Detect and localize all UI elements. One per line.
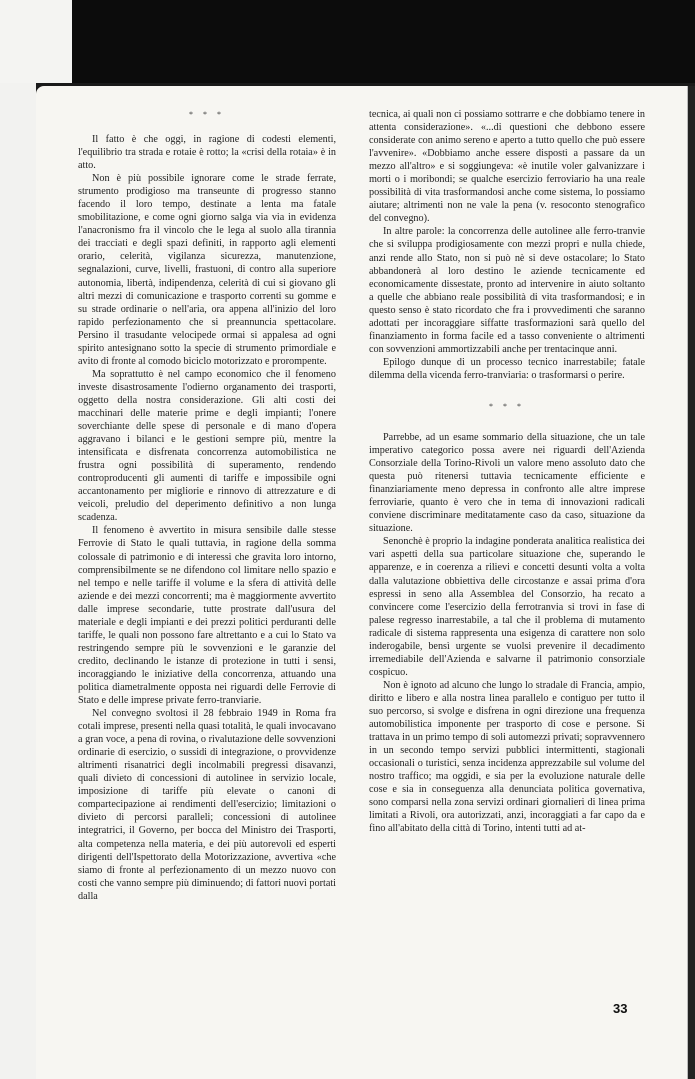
scan-background-top-left xyxy=(0,0,72,83)
scan-background-right xyxy=(688,86,695,1079)
section-separator: * * * xyxy=(189,110,225,119)
paragraph: Nel convegno svoltosi il 28 febbraio 1949 in Roma fra cotali imprese, presenti nella quasi totalità, le quali invocavano a gran voce, a pena di rovina, o rivalutazione delle sovvenzioni ordinarie di esercizio, o sussidi di integrazione, o provvidenze altrimenti risanatrici degli incolmabili pregressi disavanzi, quali divieto di concessioni di autolinee in servizio locale, imposizione di tariffe più elevate o canoni di compartecipazione ai rendimenti dell'esercizio; limitazioni o divieto di percorsi paralleli; concessioni di autolinee integratrici, il Governo, per bocca del Ministro dei Trasporti, alta competenza nella materia, e dei più autorevoli ed esperti dirigenti dell'Ispettorato della Motorizzazione, avvertiva «che siamo di fronte al perfezionamento di un mezzo nuovo con costi che vanno sempre più diminuendo; di fattori nuovi portati dalla xyxy=(78,708,336,902)
left-column xyxy=(78,108,336,903)
paragraph: Non è più possibile ignorare come le strade ferrate, strumento prodigioso ma transeunte di progresso stanno facendo il loro tempo, destinate a lenta ma fatale smobilitazione, e come ogni giorno salga via via in evidenza l'anacronismo fra il vincolo che le lega al suolo alla tirannia dei tracciati e degli spazi definiti, in rapporto agli elementi orario, celerità, vigilanza sicurezza, manutenzione, segnalazioni, curve, livelli, frastuoni, di contro alla superiore autonomia, libertà, indipendenza, celerità di cui si giovano gli altri mezzi di comunicazione e trasporto correnti su gomme e su strade ordinarie o nell'aria, ora appena all'inizio del loro rapido perfezionamento che si preannuncia spettacolare. Persino il trasudante velocipede ormai si appalesa ad ogni spirito antesignano sotto la specie di strumento primordiale e avito di fronte al comodo biciclo motorizzato e prorompente. xyxy=(78,173,336,367)
section-separator: * * * xyxy=(489,401,525,411)
paragraph: Il fenomeno è avvertito in misura sensibile dalle stesse Ferrovie di Stato le quali tuttavia, in ragione della somma colossale di patrimonio e di interessi che gravita loro intorno, comprensibilmente se ne difendono col limitare nello spazio e nel tempo e nelle tariffe il volume e la sfera di attività delle aziende e dei mezzi concorrenti; ma è maggiormente avvertito dalle imprese secondarie, tutte prostrate dall'usura del materiale e degli impianti e dei prezzi politici perduranti delle tariffe, le quali non possono fare altrettanto e a cui lo Stato va restringendo sempre più le sovvenzioni e le garanzie del credito, declinando le istanze di protezione in tutti i sensi, incoraggiando le iniziative della concorrenza, attuando una politica diametralmente opposta nei riguardi delle Ferrovie di Stato e delle imprese private ferro-tranviarie. xyxy=(78,525,336,707)
page-number: 33 xyxy=(613,1001,628,1016)
paragraph: Non è ignoto ad alcuno che lungo lo stradale di Francia, ampio, diritto e libero e alla nostra linea parallelo e contiguo per tutto il suo percorso, si svolge e disfrena in ogni direzione una frequenza automobilistica imponente per trasporto di cose e persone. Si trattava in un primo tempo di soli automezzi privati; sopravvennero in un secondo tempo servizi pubblici intermittenti, stagionali occasionali o turistici, senza incidenza apprezzabile sul volume del nostro traffico; ma oggidì, e sia per la evoluzione naturale delle cose e sia in conseguenza alla denunciata politica governativa, sono comparsi nella zona servizi ordinari giornalieri di linea prima limitati a Rivoli, ora autorizzati, anzi, incoraggiati a far capo da e fino all'abitato della città di Torino, intenti tutti ad at- xyxy=(369,679,645,835)
paragraph: Senonchè è proprio la indagine ponderata analitica realistica dei vari aspetti della sua particolare situazione che, superando le apparenze, e in coerenza a rilievi e concetti desunti volta a volta dalla valutazione obbiettiva delle circostanze e assai prima d'ora espressi in seno alla Assemblea del Consorzio, ha recato a convincere come l'esercizio della ferrotranvia si trovi in fase di palese regresso inarrestabile, a tal che il problema di mutamento radicale di sistema rappresenta una esigenza di carattere non solo inderogabile, bensì urgente se vuolsi prevenire il decadimento irremediabile dell'Azienda e salvarne il patrimonio consorziale cospicuo. xyxy=(369,536,645,678)
document-page xyxy=(36,86,688,1079)
paragraph: Il fatto è che oggi, in ragione di codesti elementi, l'equilibrio tra strada e rotaie è rotto; la «crisi della rotaia» è in atto. xyxy=(78,134,336,172)
scan-background-left xyxy=(0,83,36,1079)
paragraph: Parrebbe, ad un esame sommario della situazione, che un tale imperativo categorico possa avere nei riguardi dell'Azienda Consorziale della Torino-Rivoli un valore meno assoluto dato che questa può ritenersi tuttavia tecnicamente efficiente e finanziariamente meno depressa in confronto alle altre imprese ferroviarie, quanto è vero che in tema di innovazioni radicali conviene discriminare meditatamente caso da caso, situazione da situazione. xyxy=(369,431,645,535)
scan-background-top xyxy=(72,0,695,83)
paragraph: Epilogo dunque di un processo tecnico inarrestabile; fatale dilemma della vicenda ferro-tranviaria: o trasformarsi o perire. xyxy=(369,356,645,381)
right-column xyxy=(369,108,645,835)
paragraph: tecnica, ai quali non ci possiamo sottrarre e che dobbiamo tenere in attenta considerazione». «...di questioni che debbono essere considerate con animo sereno e aperto a tutto quello che può essere l'avvenire». «Dobbiamo anche essere disposti a passare da un mezzo all'altro» e si soggiungeva: «è inutile voler galvanizzare i morti o i moribondi; se qualche esercizio ferroviario ha una reale possibilità di vita trasformandosi anche come sistema, lo possiamo aiutare; altrimenti non ne vale la pena (v. resoconto stenografico del convegno). xyxy=(369,109,645,225)
paragraph: Ma soprattutto è nel campo economico che il fenomeno investe disastrosamente l'odierno organamento dei trasporti, oggetto della nostra considerazione. Gli alti costi dei macchinari delle materie prime e degli impianti; l'onere soverchiante delle spese di personale e di mano d'opera aggravano i bilanci e le gestioni sempre più, mentre la intensificata e disfrenata concorrenza automobilistica ne frustra ogni possibilità di superamento, rendendo controproducenti gli aumenti di tariffe e impossibile ogni accantonamento per migliorie e rinnovo di attrezzature e di veicoli, preludio del deperimento definitivo a non lunga scadenza. xyxy=(78,368,336,524)
paragraph: In altre parole: la concorrenza delle autolinee alle ferro-tranvie che si sviluppa prodigiosamente con mezzi propri e nulla chiede, anzi rende allo Stato, non si può nè si deve ostacolare; lo Stato abbandonerà al loro destino le aziende tecnicamente ed economicamente dissestate, pronto ad intervenire in aiuto soltanto a quelle che abbiano reale possibilità di vita trasformandosi; e in questo senso è stato ricordato che fra i provvedimenti che saranno adottati per incoraggiare siffatte trasformazioni sarà quello del finanziamento in forma facile ed a tasso conveniente o altrimenti con sovvenzioni ammortizzabili anche per trentacinque anni. xyxy=(369,226,645,355)
